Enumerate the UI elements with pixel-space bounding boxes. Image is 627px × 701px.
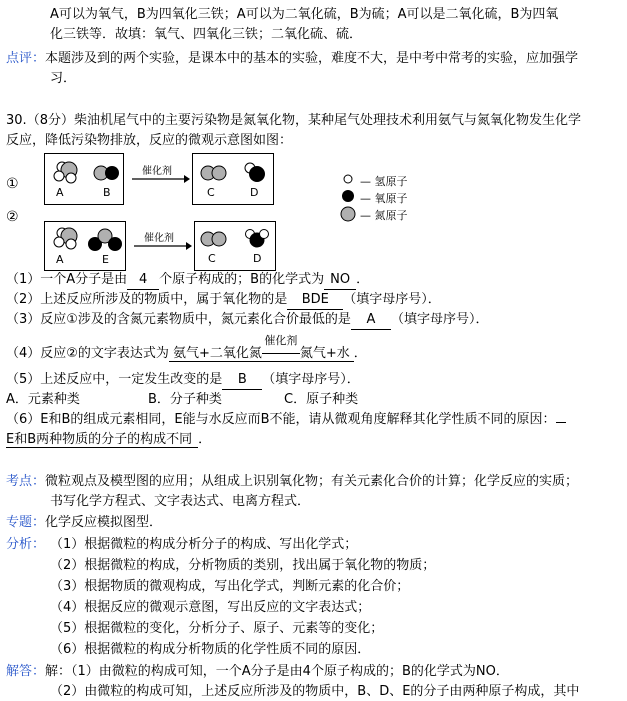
sub-question-4 [6,334,367,363]
q4-answer [169,334,354,362]
zhuanti-tag: 专题： [6,515,46,530]
label-a-row1: A [56,186,64,199]
reaction1-arrow [130,162,190,188]
sub-question-2 [6,291,441,310]
q3-prefix: （3）反应①涉及的含氮元素物质中，氮元素化合价最低的是 [6,312,351,327]
choice-a: A．元素种类 [6,392,80,407]
catalyst-label-row2: 催化剂 [144,233,174,244]
nitrogen-swatch-icon [341,207,355,221]
fenxi-item-4: （4）根据反应的微观示意图，写出反应的文字表达式； [50,600,371,615]
q3-answer: A [351,311,391,330]
fenxi-item-5: （5）根据微粒的变化，分析分子、原子、元素等的变化； [50,621,384,636]
molecule-c [201,232,226,246]
q3-suffix: （填字母序号）． [390,312,489,327]
fenxi-tag [6,536,45,554]
reaction2-product-molecules [195,222,275,270]
q6-prompt: （6）E和B的组成元素相同，E能与水反应而B不能，请从微观角度解释其化学性质不同的原因： [6,412,556,427]
prev-answer-line-1: A可以为氧气，B为四氧化三铁；A可以为二氧化硫，B为硫；A可以是二氧化硫，B为四氧 [50,7,559,22]
q4-reactants: 氨气+二氧化氮 [172,346,262,361]
q5-answer: B [222,371,262,390]
q2-suffix: （填字母序号）． [343,292,441,307]
hydrogen-swatch-icon [344,175,352,183]
molecule-b [94,166,119,180]
oxygen-swatch-icon [342,190,354,202]
fenxi-item-6: （6）根据微粒的构成分析物质的化学性质不同的原因． [50,642,371,657]
legend [340,172,460,224]
molecule-a [54,162,77,183]
sub-question-6-line-1 [6,411,566,429]
q1-prefix: （1）一个A分子是由 [6,272,128,287]
row2-marker: ② [6,209,19,225]
comment-line-1: 本题涉及到的两个实验，是课本中的基本的实验，难度不大，是中考中常考的实验，应加强学 [45,51,579,66]
fenxi-item-3: （3）根据物质的微观构成，写出化学式，判断元素的化合价； [50,579,410,594]
question-stem: 30.（8分）柴油机尾气中的主要污染物是氮氧化物，某种尾气处理技术利用氨气与氮氧化物发生化学 [6,113,581,128]
q1-answer-atoms: 4 [127,271,159,290]
legend-hydrogen: — 氢原子 [360,175,408,188]
comment-block [6,50,578,68]
q4-catalyst-label: 催化剂 [264,334,298,347]
molecule-c [201,166,226,180]
q5-prefix: （5）上述反应中，一定发生改变的是 [6,372,223,387]
q1-middle: 个原子构成的；B的化学式为 [159,272,325,287]
q6-answer: E和B两种物质的分子的构成不同 [6,432,198,448]
jieda-block [6,663,509,681]
legend-swatches [340,172,360,224]
sub-question-3 [6,311,488,330]
kaodian-line-1: 微粒观点及模型图的应用；从组成上识别氧化物；有关元素化合价的计算；化学反应的实质； [45,474,579,489]
sub-question-5 [6,371,360,390]
molecule-e [88,229,122,251]
zhuanti-block [6,514,162,532]
reaction2-arrow [132,229,192,255]
kaodian-block [6,473,578,491]
question-line-2: 反应，降低污染物排放，反应的微观示意图如图： [6,133,293,148]
q4-prefix: （4）反应②的文字表达式为 [6,346,169,361]
label-d-row2: D [253,252,262,265]
molecule-a [54,228,77,249]
molecule-d [245,163,265,182]
q4-suffix: ． [353,346,367,361]
choice-c: C．原子种类 [284,392,359,407]
arrow-icon [132,229,192,255]
sub-question-6-line-2 [6,431,211,449]
q4-catalyst-arrow [262,334,300,363]
q1-suffix: ． [356,272,370,287]
question-line-1: 柴油机尾气中的主要污染物是氮氧化物，某种尾气处理技术利用氨气与氮氧化物发生化学 [73,113,581,128]
q4-products: 氮气+水 [299,346,350,361]
label-b-row1: B [103,186,111,199]
kaodian-line-2: 书写化学方程式、文字表达式、电离方程式． [50,494,311,509]
label-a-row2: A [56,253,64,266]
label-c-row2: C [208,252,216,265]
q2-prefix: （2）上述反应所涉及的物质中，属于氧化物的是 [6,292,288,307]
q1-answer-formula: NO [324,271,356,290]
jieda-line-1: 解：（1）由微粒的构成可知，一个A分子是由4个原子构成的；B的化学式为NO． [45,664,509,679]
molecule-d [246,230,269,248]
sub-question-1 [6,271,369,290]
q6-suffix: ． [198,432,212,447]
q2-answer: BDE [287,291,343,310]
legend-nitrogen: — 氮原子 [360,209,408,222]
label-c-row1: C [207,186,215,199]
jieda-line-2: （2）由微粒的构成可知，上述反应所涉及的物质中，B、D、E的分子由两种原子构成，其中 [50,684,580,699]
reaction2-products-box [194,221,276,271]
question-number: 30 [6,113,23,128]
legend-oxygen: — 氧原子 [360,192,408,205]
jieda-tag: 解答： [6,664,46,679]
prev-answer-line-2: 化三铁等．故填：氧气、四氧化三铁；二氧化硫、硫． [50,27,363,42]
label-d-row1: D [250,186,259,199]
reaction2-reactants-box [44,221,126,271]
arrow-icon [130,162,190,188]
fenxi-label: 分析： [6,537,46,552]
kaodian-tag: 考点： [6,474,46,489]
fenxi-item-2: （2）根据微粒的构成，分析物质的类别，找出属于氧化物的物质； [50,558,436,573]
fenxi-item-1: （1）根据微粒的构成分析分子的构成、写出化学式； [50,537,358,552]
choice-b: B．分子种类 [148,392,222,407]
zhuanti-text: 化学反应模拟图型． [45,515,163,530]
reaction1-products-box [192,153,274,205]
reaction1-product-molecules [193,154,273,204]
label-e-row2: E [102,253,109,266]
question-score: （8分） [26,113,74,128]
comment-line-2: 习． [50,71,77,86]
reaction1-reactants-box [44,153,124,205]
row1-marker: ① [6,176,19,192]
catalyst-label-row1: 催化剂 [142,166,172,177]
q5-suffix: （填字母序号）． [262,372,360,387]
comment-tag: 点评： [6,51,46,66]
